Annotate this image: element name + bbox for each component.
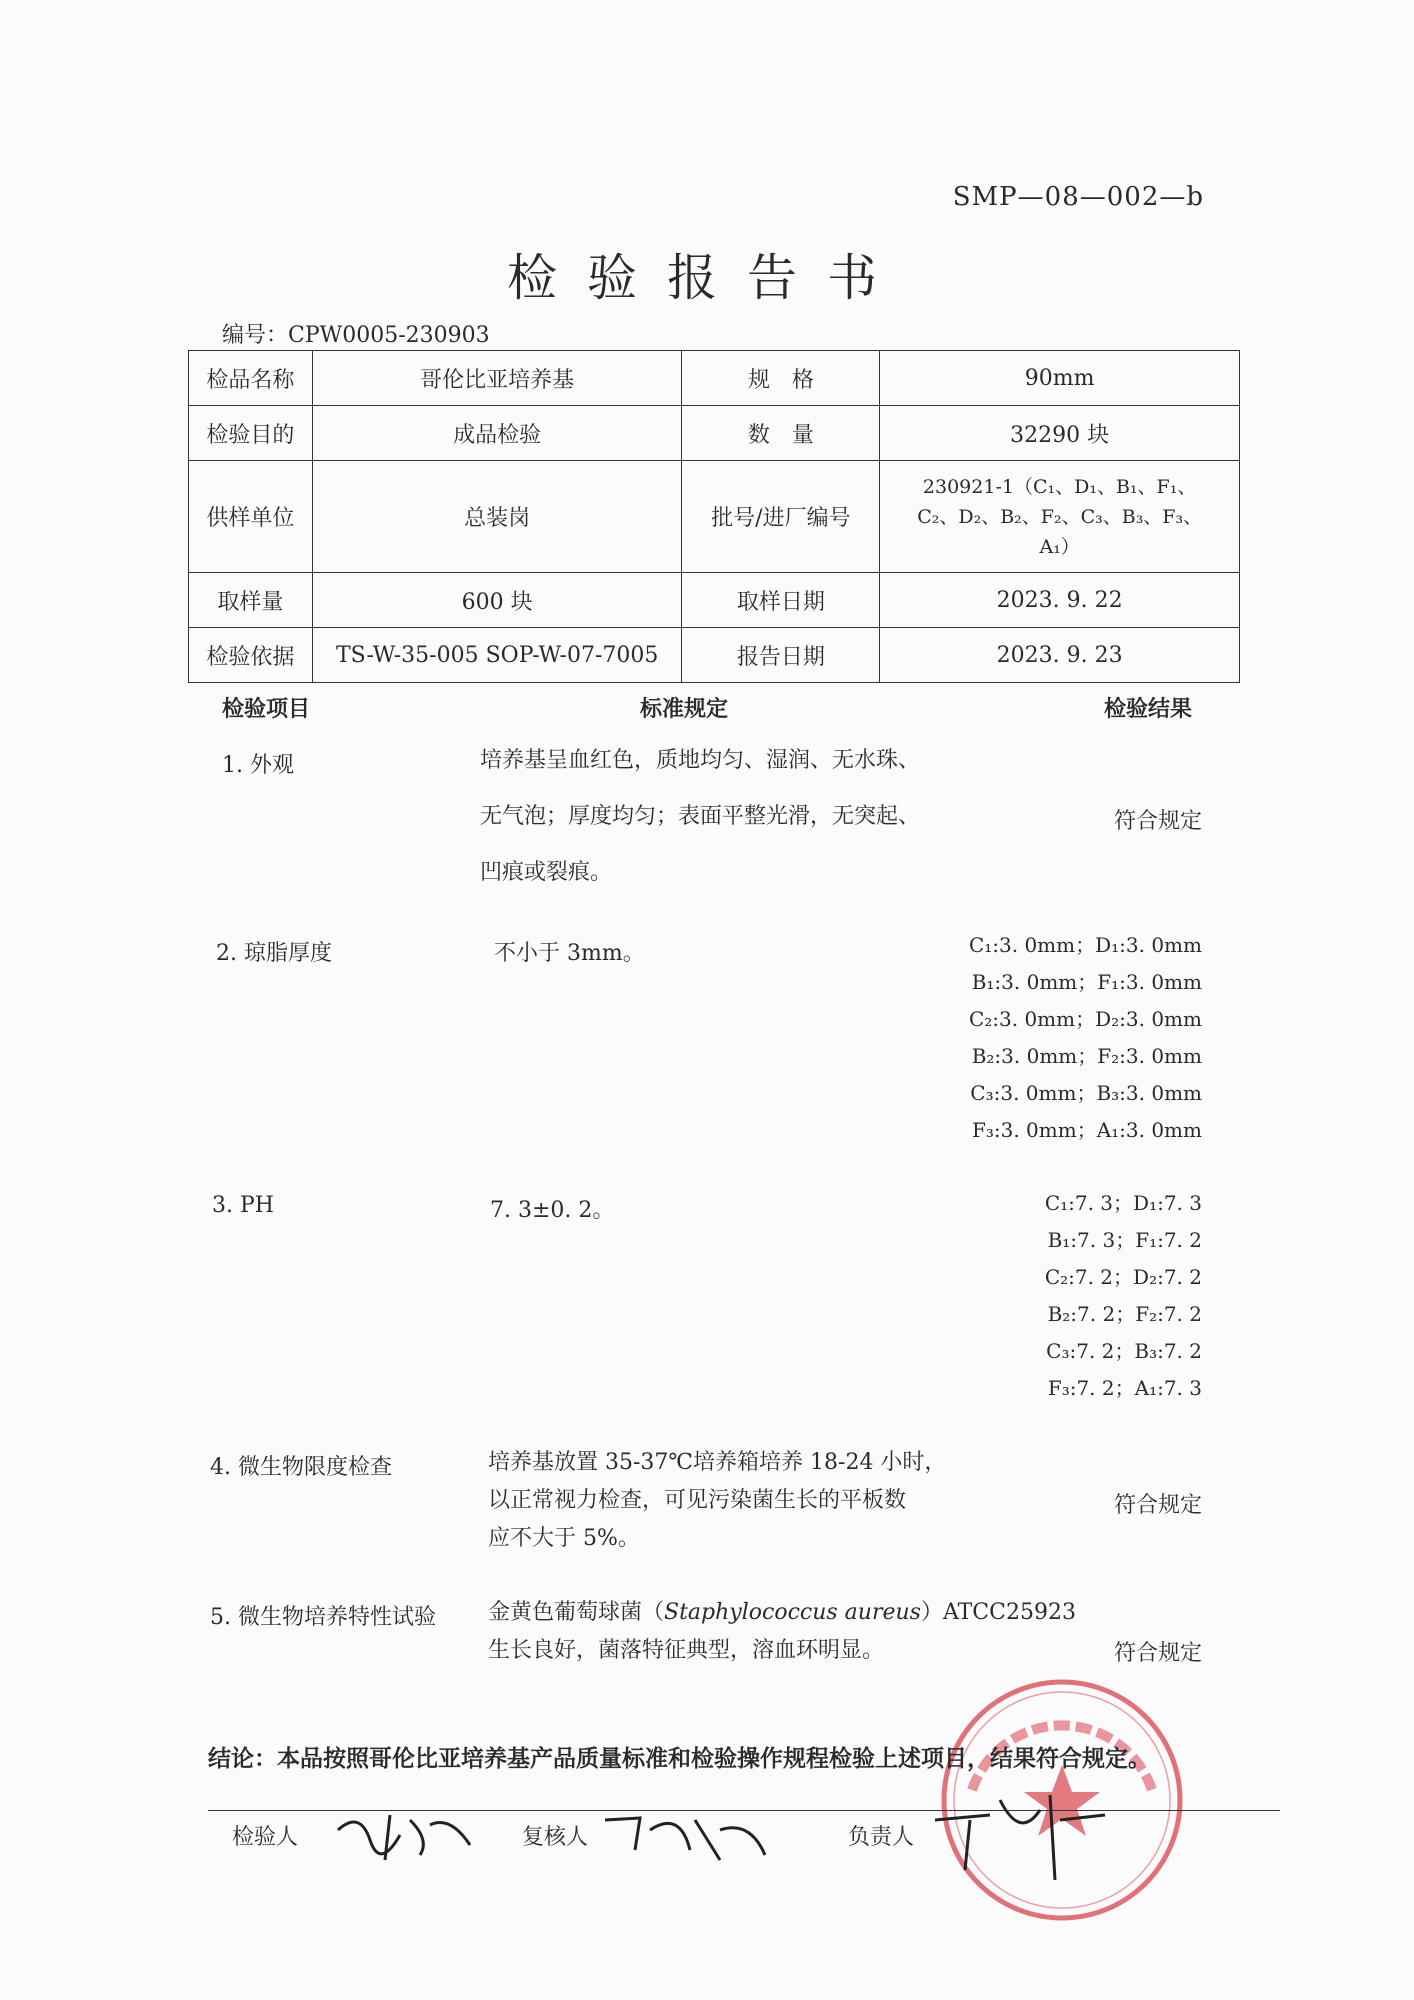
value-line: C₁:7. 3；D₁:7. 3	[1044, 1191, 1202, 1215]
manager-signature	[930, 1780, 1110, 1890]
header-item: 检验项目	[222, 696, 311, 722]
report-date-label: 报告日期	[682, 628, 880, 683]
item-standard	[488, 1444, 1048, 1558]
inspector-signature	[330, 1800, 480, 1870]
standard-text: 金黄色葡萄球菌（	[488, 1600, 665, 1625]
conclusion: 结论：本品按照哥伦比亚培养基产品质量标准和检验操作规程检验上述项目，结果符合规定。	[208, 1745, 1151, 1772]
item-result: 符合规定	[1113, 809, 1202, 834]
purpose-value: 成品检验	[312, 406, 682, 461]
basis-label: 检验依据	[189, 628, 313, 683]
table-row	[189, 351, 1240, 406]
standard-line: 凹痕或裂痕。	[480, 860, 613, 885]
standard-line: 以正常视力检查，可见污染菌生长的平板数	[488, 1488, 907, 1513]
serial-value: CPW0005-230903	[288, 323, 490, 348]
name-value: 哥伦比亚培养基	[312, 351, 682, 406]
document-code: SMP—08—002—b	[952, 182, 1204, 212]
standard-line: 生长良好，菌落特征典型，溶血环明显。	[488, 1638, 885, 1663]
manager-label: 负责人	[848, 1825, 915, 1850]
item-values	[969, 927, 1202, 1149]
standard-line	[488, 1594, 1088, 1632]
item-label: 1. 外观	[222, 753, 294, 778]
header-standard: 标准规定	[640, 696, 729, 722]
value-line: B₂:3. 0mm；F₂:3. 0mm	[971, 1044, 1202, 1068]
standard-line: 应不大于 5%。	[488, 1526, 640, 1551]
supplier-label: 供样单位	[189, 461, 313, 573]
item-values	[1045, 1185, 1202, 1407]
standard-line: 培养基放置 35-37℃培养箱培养 18-24 小时，	[488, 1450, 947, 1475]
organism-name: Staphylococcus aureus	[664, 1600, 921, 1625]
inspector-label: 检验人	[232, 1825, 299, 1850]
item-standard	[488, 1594, 1088, 1670]
spec-value: 90mm	[880, 351, 1240, 406]
purpose-label: 检验目的	[189, 406, 313, 461]
info-table	[188, 350, 1240, 683]
serial-label: 编号：	[222, 323, 289, 348]
item-standard: 不小于 3mm。	[494, 941, 645, 966]
page-title: 检验报告书	[507, 249, 907, 307]
item-label: 2. 琼脂厚度	[216, 941, 332, 966]
item-standard	[480, 733, 1040, 901]
qty-value: 32290 块	[880, 406, 1240, 461]
table-row	[189, 628, 1240, 683]
name-label: 检品名称	[189, 351, 313, 406]
item-label: 4. 微生物限度检查	[210, 1455, 392, 1480]
batch-value	[880, 461, 1240, 573]
standard-line: 培养基呈血红色，质地均匀、湿润、无水珠、	[480, 748, 921, 773]
item-result: 符合规定	[1113, 1641, 1202, 1666]
reviewer-signature	[600, 1800, 770, 1880]
item-label: 3. PH	[212, 1193, 274, 1218]
batch-line: 230921-1（C₁、D₁、B₁、F₁、	[922, 475, 1197, 498]
standard-line: 无气泡；厚度均匀；表面平整光滑，无突起、	[480, 804, 921, 829]
qty-label: 数 量	[682, 406, 880, 461]
value-line: C₃:3. 0mm；B₃:3. 0mm	[970, 1081, 1202, 1105]
value-line: B₂:7. 2；F₂:7. 2	[1047, 1302, 1202, 1326]
batch-line: A₁）	[1039, 535, 1080, 558]
sample-qty-value: 600 块	[312, 573, 682, 628]
value-line: F₃:7. 2；A₁:7. 3	[1047, 1376, 1202, 1400]
table-row	[189, 573, 1240, 628]
table-row	[189, 461, 1240, 573]
batch-line: C₂、D₂、B₂、F₂、C₃、B₃、F₃、	[917, 505, 1203, 528]
item-standard: 7. 3±0. 2。	[490, 1198, 615, 1223]
value-line: C₂:3. 0mm；D₂:3. 0mm	[968, 1007, 1202, 1031]
value-line: F₃:3. 0mm；A₁:3. 0mm	[971, 1118, 1202, 1142]
header-result: 检验结果	[1103, 696, 1192, 722]
sample-date-label: 取样日期	[682, 573, 880, 628]
value-line: B₁:3. 0mm；F₁:3. 0mm	[971, 970, 1202, 994]
value-line: B₁:7. 3；F₁:7. 2	[1047, 1228, 1202, 1252]
spec-label: 规 格	[682, 351, 880, 406]
supplier-value: 总装岗	[312, 461, 682, 573]
item-label: 5. 微生物培养特性试验	[210, 1605, 436, 1630]
value-line: C₃:7. 2；B₃:7. 2	[1046, 1339, 1202, 1363]
report-date-value: 2023. 9. 23	[880, 628, 1240, 683]
sample-date-value: 2023. 9. 22	[880, 573, 1240, 628]
serial-number	[222, 318, 490, 349]
basis-value: TS-W-35-005 SOP-W-07-7005	[312, 628, 682, 683]
standard-text: ）ATCC25923	[920, 1600, 1076, 1625]
value-line: C₂:7. 2；D₂:7. 2	[1044, 1265, 1202, 1289]
reviewer-label: 复核人	[522, 1825, 589, 1850]
table-row	[189, 406, 1240, 461]
batch-label: 批号/进厂编号	[682, 461, 880, 573]
sample-qty-label: 取样量	[189, 573, 313, 628]
item-result: 符合规定	[1113, 1493, 1202, 1518]
value-line: C₁:3. 0mm；D₁:3. 0mm	[968, 933, 1202, 957]
